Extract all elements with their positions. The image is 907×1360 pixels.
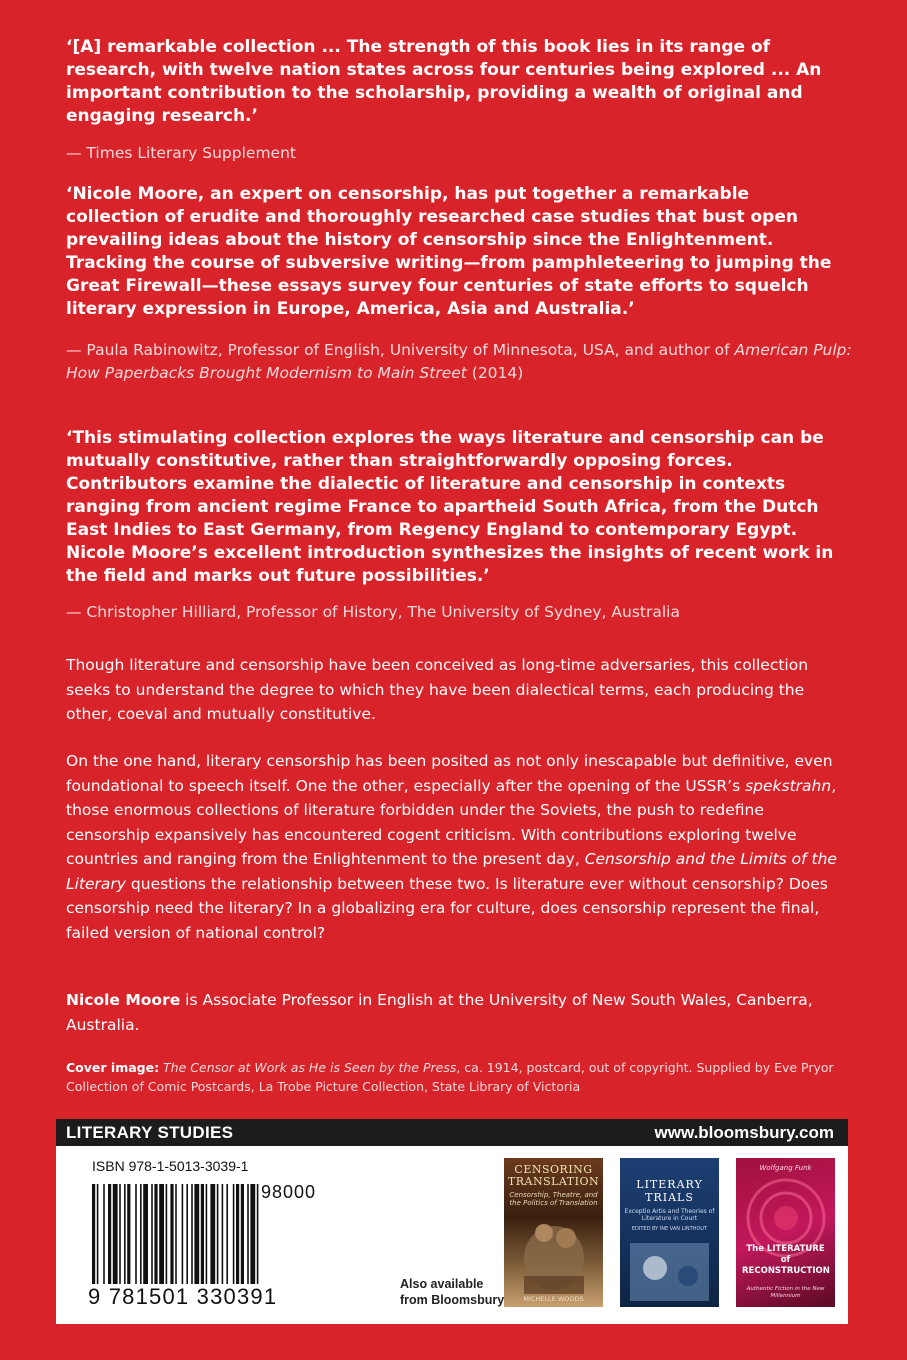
book-3-author: Wolfgang Funk <box>759 1164 812 1172</box>
attribution-2-pre: — Paula Rabinowitz, Professor of English, University of Minnesota, USA, and author of <box>66 341 735 359</box>
book-title: Censorship and the Limits of the Literary <box>66 850 837 893</box>
description-paragraph-1: Though literature and censorship have been conceived as long-time adversaries, this collection seeks to understand the degree to which they have been dialectical terms, each producing the other, coeval and mutually constitutive. <box>66 656 809 723</box>
book-2-subtitle: Exceptio Artis and Theories of Literature in Court <box>624 1208 715 1222</box>
book-2-editor: EDITED BY INE VAN LINTHOUT <box>631 1226 708 1232</box>
book-2-illustration <box>620 1158 719 1307</box>
also-available-line-1: Also available <box>400 1277 484 1291</box>
review-attribution-1: — Times Literary Supplement <box>66 144 296 162</box>
book-1-title: CENSORING TRANSLATION <box>507 1163 600 1188</box>
cover-credit-text: , ca. 1914, postcard, out of copyright. Supplied by Eve Pryor Collection of Comic Postcards, La Trobe Picture Collection, State Library of Victoria <box>66 1060 834 1094</box>
book-1-subtitle: Censorship, Theatre, and the Politics of Translation <box>509 1191 598 1207</box>
book-cover-literary-trials[interactable] <box>620 1158 719 1307</box>
cover-credit <box>66 1058 846 1096</box>
review-attribution-3: — Christopher Hilliard, Professor of History, The University of Sydney, Australia <box>66 603 680 621</box>
cover-credit-label: Cover image: <box>66 1060 160 1075</box>
book-3-pattern <box>736 1158 835 1307</box>
category-label: LITERARY STUDIES <box>66 1123 234 1142</box>
isbn-label: ISBN 978-1-5013-3039-1 <box>92 1158 249 1174</box>
price-code: 98000 <box>261 1182 317 1202</box>
spekstrahn-term: spekstrahn <box>745 776 832 795</box>
author-name: Nicole Moore <box>66 991 181 1009</box>
barcode-panel <box>56 1146 848 1324</box>
book-1-author: MICHELLE WOODS <box>523 1295 584 1303</box>
book-cover-censoring-translation[interactable] <box>504 1158 603 1307</box>
cover-credit-title: The Censor at Work as He is Seen by the Press <box>159 1060 457 1075</box>
author-bio <box>66 988 846 1037</box>
also-available-line-2: from Bloomsbury <box>400 1293 505 1307</box>
category-bar <box>56 1119 848 1146</box>
barcode-image <box>92 1184 382 1284</box>
description-text: On the one hand, literary censorship has been posited as not only inescapable but definitive, even foundational to speech itself. One the other, especially after the opening of the USSR’s <box>66 752 833 795</box>
book-3-subtitle: Authentic Fiction in the New Millennium <box>746 1286 825 1299</box>
description-text: questions the relationship between these two. Is literature ever without censorship? Does censorship need the literary? In a globalizing era for culture, does censorship represent the final, failed version of national control? <box>66 874 828 942</box>
book-1-illustration <box>504 1158 603 1307</box>
author-bio-text: is Associate Professor in English at the University of New South Wales, Canberra, Australia. <box>66 991 813 1034</box>
website-link[interactable]: www.bloomsbury.com <box>654 1123 834 1142</box>
review-attribution-2 <box>66 339 856 385</box>
barcode-digits: 9 781501 330391 <box>88 1284 278 1309</box>
also-available-label <box>400 1276 504 1308</box>
book-3-title: The LITERATURE of RECONSTRUCTION <box>742 1244 830 1276</box>
book-2-title: LITERARY TRIALS <box>636 1178 703 1204</box>
description-paragraph-2 <box>66 749 846 945</box>
description-text: , those enormous collections of literature forbidden under the Soviets, the push to redefine censorship expansively has encountered cogent criticism. With contributions exploring twelve countries and ranging from the Enlightenment to the present day, <box>66 776 837 868</box>
review-quote-1: ‘[A] remarkable collection ... The strength of this book lies in its range of research, with twelve nation states across four centuries being explored ... An important contribution to the scholarship, providing a wealth of original and engaging research.’ <box>66 37 822 126</box>
attribution-2-book-title: American Pulp: How Paperbacks Brought Modernism to Main Street <box>66 341 852 382</box>
review-quote-2: ‘Nicole Moore, an expert on censorship, has put together a remarkable collection of erudite and thoroughly researched case studies that bust open prevailing ideas about the history of censorship since the Enlightenment. Tracking the course of subversive writing—from pamphleteering to jumping the Great Firewall—these essays survey four centuries of state efforts to squelch literary expression in Europe, America, Asia and Australia.’ <box>66 184 832 319</box>
book-cover-literature-of-reconstruction[interactable] <box>736 1158 835 1307</box>
review-quote-3: ‘This stimulating collection explores the ways literature and censorship can be mutually constitutive, rather than straightforwardly opposing forces. Contributors examine the dialectic of literature and censorship in contexts ranging from ancient regime France to apartheid South Africa, from the Dutch East Indies to East Germany, from Regency England to contemporary Egypt. Nicole Moore’s excellent introduction synthesizes the insights of recent work in the field and marks out future possibilities.’ <box>66 428 834 586</box>
attribution-2-post: (2014) <box>466 364 524 382</box>
